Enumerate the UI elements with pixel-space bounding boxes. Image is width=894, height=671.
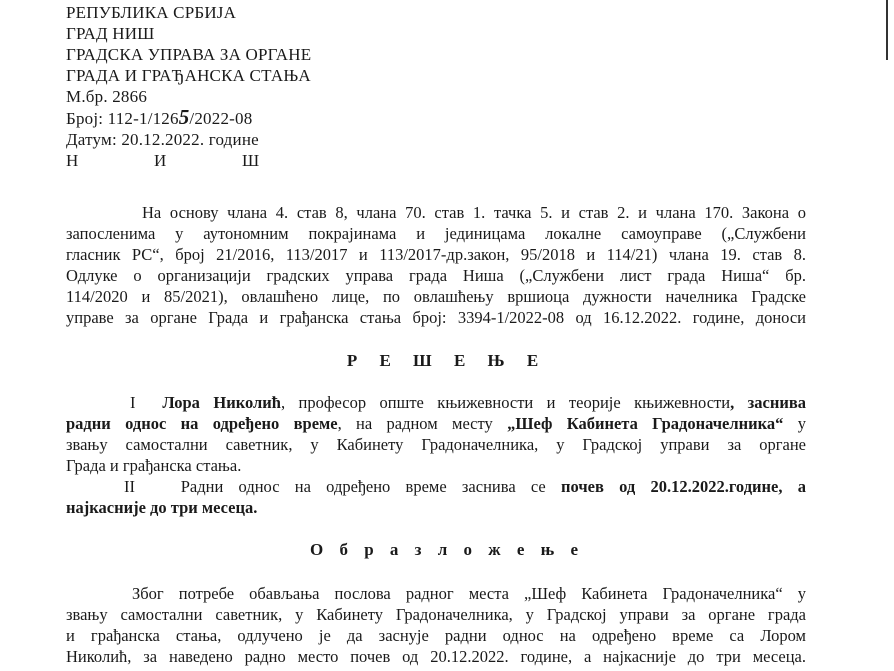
preamble-line: Одлуке о организацији градских управа града Ниша („Службени лист града Ниша“ бр. (66, 266, 806, 285)
item2-number: II (124, 477, 135, 496)
item1-line-1 (66, 392, 806, 413)
item2-line-2 (66, 497, 806, 518)
item2-bold: почев од 20.12.2022.године, а (560, 477, 806, 496)
broj-handwritten-digit: 5 (178, 105, 190, 129)
broj-prefix: Број: 112-1/126 (66, 109, 179, 128)
preamble-line: На основу члана 4. став 8, члана 70. став 1. тачка 5. и став 2. и члана 170. Закона о (142, 203, 806, 222)
preamble-line: запосленима у аутономним покрајинама и јединицама локалне самоуправе („Службени (66, 224, 806, 243)
header-nis (66, 150, 330, 171)
item2-line-1 (66, 476, 806, 497)
item2-bold: најкасније до три месеца. (66, 498, 258, 517)
header-mbr: М.бр. 2866 (66, 87, 148, 106)
preamble-line: гласник РС“, број 21/2016, 113/2017 и 113/2017-др.закон, 95/2018 и 114/21) члана 19. став 8. (66, 245, 806, 264)
employee-name: Лора Николић (162, 393, 281, 412)
decision-item-1 (66, 392, 806, 476)
item1-text: , на радном месту (337, 414, 508, 433)
nis-letter: Ш (242, 151, 260, 170)
reasoning-line: звању самостални саветник, у Кабинету Градоначелника, у Градској управи за органе града (66, 605, 806, 624)
item1-line-2 (66, 413, 806, 434)
broj-suffix: /2022-08 (189, 109, 253, 128)
preamble-line: 114/2020 и 85/2021), овлашћено лице, по овлашћењу вршиоца дужности начелника Градске (66, 287, 806, 306)
preamble-line: управе за органе Града и грађанска стања број: 3394-1/2022-08 од 16.12.2022. године, доноси (66, 308, 806, 327)
nis-letter: И (154, 151, 167, 170)
header-datum: Датум: 20.12.2022. године (66, 130, 259, 149)
position-name: „Шеф Кабинета Градоначелника“ (507, 414, 784, 433)
item1-text: , професор опште књижевности и теорије књижевности (280, 393, 731, 412)
preamble-paragraph (66, 202, 806, 328)
nis-letter: Н (66, 151, 79, 170)
decision-item-2 (66, 476, 806, 518)
item1-text: у (783, 414, 806, 433)
header-broj (66, 107, 330, 129)
obrazlozenje-title: О б р а з л о ж е њ е (309, 540, 584, 559)
item2-text: Радни однос на одређено време заснива се (180, 477, 561, 496)
item1-bold: радни однос на одређено време (66, 414, 338, 433)
reasoning-paragraph (66, 583, 806, 667)
document-header (66, 2, 330, 171)
reasoning-line: Због потребе обављања послова радног места „Шеф Кабинета Градоначелника“ у (132, 584, 806, 603)
item1-line-4: Града и грађанска стања. (66, 456, 242, 475)
scan-edge-mark (886, 0, 888, 60)
header-administration-cont: ГРАДА И ГРАЂАНСКА СТАЊА (66, 66, 311, 85)
header-city: ГРАД НИШ (66, 24, 155, 43)
item1-line-3: звању самостални саветник, у Кабинету Градоначелника, у Градској управи за органе (66, 435, 806, 454)
item1-bold: , заснива (730, 393, 806, 412)
reasoning-line: и грађанска стања, одлучено је да заснује радни однос на одређено време са Лором (66, 626, 806, 645)
resenje-title: Р Е Ш Е Њ Е (346, 351, 548, 370)
item1-number: I (130, 393, 136, 412)
reasoning-line: Николић, за наведено радно место почев од 20.12.2022. године, а најкасније до три месеца. (66, 647, 806, 666)
header-country: РЕПУБЛИКА СРБИЈА (66, 3, 237, 22)
header-administration: ГРАДСКА УПРАВА ЗА ОРГАНЕ (66, 45, 312, 64)
